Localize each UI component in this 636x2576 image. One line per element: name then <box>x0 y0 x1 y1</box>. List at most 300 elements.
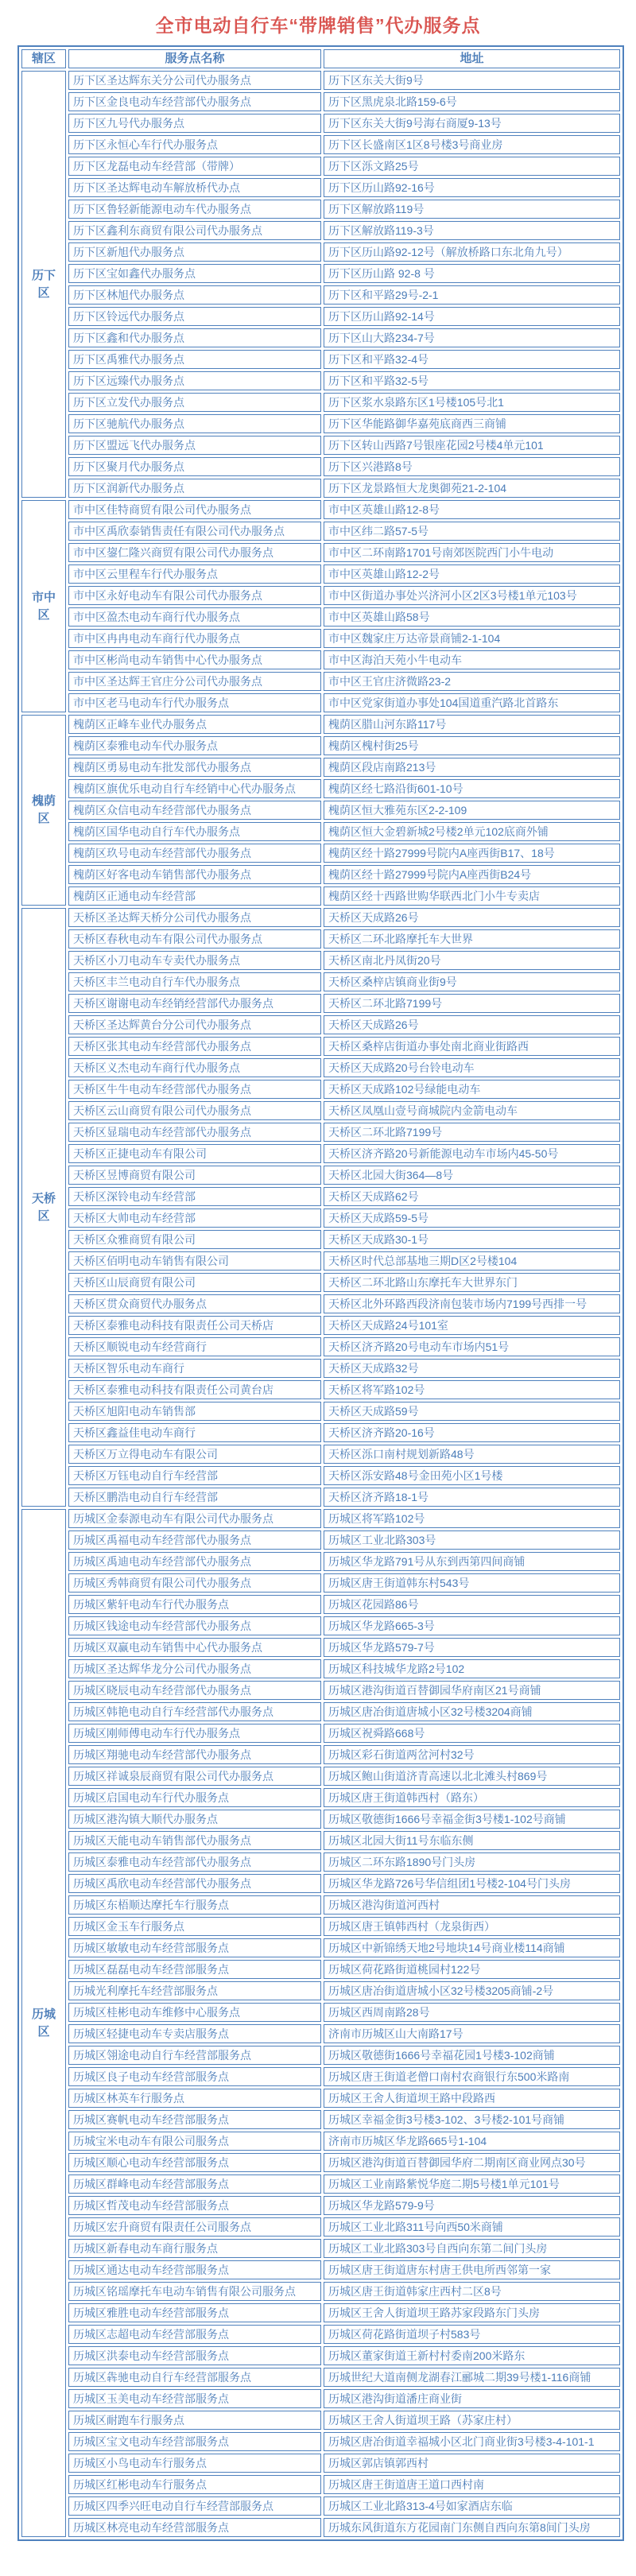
address-cell: 槐荫区经十西路世购华联西北门小牛专卖店 <box>324 886 620 906</box>
table-row <box>21 500 620 519</box>
address-cell: 历下区和平路32-5号 <box>324 371 620 390</box>
table-row <box>21 1573 620 1593</box>
service-name-cell: 历城区耐跑车行服务点 <box>68 2411 321 2430</box>
address-cell: 市中区街道办事处兴济河小区2区3号楼1单元103号 <box>324 586 620 605</box>
table-row <box>21 350 620 369</box>
table-row <box>21 2389 620 2408</box>
table-row <box>21 1080 620 1099</box>
address-cell: 天桥区时代总部基地三期D区2号楼104 <box>324 1251 620 1271</box>
address-cell: 历下区浆水泉路东区1号楼105号北1 <box>324 393 620 412</box>
table-row <box>21 114 620 133</box>
service-name-cell: 历下区龙磊电动车经营部（带牌） <box>68 157 321 176</box>
table-row <box>21 951 620 970</box>
table-row <box>21 2110 620 2129</box>
table-row <box>21 2368 620 2387</box>
table-row <box>21 844 620 863</box>
address-cell: 天桥区天成路26号 <box>324 1015 620 1034</box>
service-name-cell: 槐荫区好客电动车销售部代办服务点 <box>68 865 321 884</box>
address-cell: 历城区工业北路313-4号如家酒店东临 <box>324 2496 620 2516</box>
service-name-cell: 历城区翎途电动自行车经营部服务点 <box>68 2046 321 2065</box>
service-name-cell: 天桥区山辰商贸有限公司 <box>68 1273 321 1292</box>
address-cell: 历城区将军路102号 <box>324 1509 620 1528</box>
service-name-cell: 历城区港沟镇大顺代办服务点 <box>68 1810 321 1829</box>
service-name-cell: 市中区禹欣泰销售责任有限公司代办服务点 <box>68 522 321 541</box>
address-cell: 历城区唐冶街道唐城小区32号楼3204商铺 <box>324 1702 620 1721</box>
service-name-cell: 历城区林亮电动车经营部服务点 <box>68 2518 321 2537</box>
service-name-cell: 历城宝米电动车有限公司服务点 <box>68 2132 321 2151</box>
service-points-table-wrapper <box>17 45 624 2541</box>
service-name-cell: 市中区佳特商贸有限公司代办服务点 <box>68 500 321 519</box>
service-name-cell: 天桥区大帅电动车经营部 <box>68 1208 321 1228</box>
address-cell: 天桥区泺安路48号金田苑小区1号楼 <box>324 1466 620 1485</box>
table-row <box>21 1101 620 1120</box>
address-cell: 历城区唐王街道韩西村（路东） <box>324 1788 620 1807</box>
service-name-cell: 历下区驰航代办服务点 <box>68 414 321 433</box>
service-name-cell: 天桥区牛牛电动车经营部代办服务点 <box>68 1080 321 1099</box>
service-name-cell: 天桥区鑫益佳电动车商行 <box>68 1423 321 1442</box>
table-row <box>21 1037 620 1056</box>
service-name-cell: 槐荫区正峰车业代办服务点 <box>68 715 321 734</box>
table-row <box>21 522 620 541</box>
service-name-cell: 历城区铭瑶摩托车电动车销售有限公司服务点 <box>68 2282 321 2301</box>
address-cell: 历城世纪大道南侧龙湖春江郦城二期39号楼1-116商铺 <box>324 2368 620 2387</box>
service-name-cell: 天桥区泰雅电动科技有限责任公司黄台店 <box>68 1380 321 1399</box>
table-row <box>21 629 620 648</box>
table-body <box>21 71 620 2537</box>
table-row <box>21 2003 620 2022</box>
column-header-district: 辖区 <box>21 49 66 68</box>
table-row <box>21 886 620 906</box>
address-cell: 天桥区凤凰山壹号商城院内金箭电动车 <box>324 1101 620 1120</box>
address-cell: 天桥区济齐路18-1号 <box>324 1488 620 1507</box>
address-cell: 历城区唐王镇韩西村（龙泉街西） <box>324 1917 620 1936</box>
address-cell: 天桥区济齐路20号电动车市场内51号 <box>324 1337 620 1356</box>
address-cell: 槐荫区恒大雅苑东区2-2-109 <box>324 801 620 820</box>
table-row <box>21 1810 620 1829</box>
address-cell: 历下区解放路119号 <box>324 200 620 219</box>
service-name-cell: 历下区圣达辉电动车解放桥代办点 <box>68 178 321 197</box>
table-row <box>21 135 620 154</box>
table-row <box>21 2217 620 2237</box>
service-name-cell: 历城区钱途电动车经营部代办服务点 <box>68 1616 321 1635</box>
address-cell: 天桥区天成路102号绿能电动车 <box>324 1080 620 1099</box>
service-name-cell: 天桥区众雅商贸有限公司 <box>68 1230 321 1249</box>
table-row <box>21 1144 620 1163</box>
table-row <box>21 2024 620 2043</box>
address-cell: 济南市历城区山大南路17号 <box>324 2024 620 2043</box>
address-cell: 天桥区桑梓店街道办事处南北商业街路西 <box>324 1037 620 1056</box>
table-row <box>21 414 620 433</box>
address-cell: 历下区兴港路8号 <box>324 457 620 476</box>
district-cell: 历城区 <box>21 1509 66 2537</box>
table-row <box>21 1831 620 1850</box>
service-name-cell: 天桥区正捷电动车有限公司 <box>68 1144 321 1163</box>
service-name-cell: 历城区双赢电动车销售中心代办服务点 <box>68 1638 321 1657</box>
service-name-cell: 历城区韩艳电动自行车经营部代办服务点 <box>68 1702 321 1721</box>
table-row <box>21 1337 620 1356</box>
table-row <box>21 1166 620 1185</box>
table-row <box>21 1187 620 1206</box>
address-cell: 市中区二环南路1701号南郊医院西门小牛电动 <box>324 543 620 562</box>
district-cell: 市中区 <box>21 500 66 712</box>
address-cell: 天桥区天成路30-1号 <box>324 1230 620 1249</box>
address-cell: 历下区华能路御华嘉苑底商西三商铺 <box>324 414 620 433</box>
service-name-cell: 市中区永好电动车有限公司代办服务点 <box>68 586 321 605</box>
district-cell: 历下区 <box>21 71 66 498</box>
address-cell: 市中区纬二路57-5号 <box>324 522 620 541</box>
address-cell: 槐荫区段店南路213号 <box>324 758 620 777</box>
table-row <box>21 1316 620 1335</box>
address-cell: 历城区幸福金街3号楼3-102、3号楼2-101号商铺 <box>324 2110 620 2129</box>
address-cell: 历城区北园大街11号东临东侧 <box>324 1831 620 1850</box>
address-cell: 天桥区二环北路7199号 <box>324 994 620 1013</box>
address-cell: 历城区华龙路726号华信组团1号楼2-104号门头房 <box>324 1874 620 1893</box>
service-name-cell: 历城区金泰源电动车有限公司代办服务点 <box>68 1509 321 1528</box>
address-cell: 历城区华龙路579-7号 <box>324 1638 620 1657</box>
service-name-cell: 市中区鋆仁隆兴商贸有限公司代办服务点 <box>68 543 321 562</box>
address-cell: 历城东风街道东方花园南门东侧自西向东第8间门头房 <box>324 2518 620 2537</box>
address-cell: 历城区港沟街道百替御园华府南区21号商铺 <box>324 1681 620 1700</box>
service-name-cell: 市中区圣达辉王官庄分公司代办服务点 <box>68 672 321 691</box>
table-row <box>21 479 620 498</box>
address-cell: 槐荫区经七路沿街601-10号 <box>324 779 620 798</box>
address-cell: 天桥区天成路24号101室 <box>324 1316 620 1335</box>
address-cell: 天桥区将军路102号 <box>324 1380 620 1399</box>
table-row <box>21 2432 620 2451</box>
address-cell: 历下区历山路92-14号 <box>324 307 620 326</box>
service-name-cell: 历城区玉美电动车经营部服务点 <box>68 2389 321 2408</box>
service-name-cell: 历下区禹雅代办服务点 <box>68 350 321 369</box>
service-name-cell: 历城区犇驰电动自行车经营部服务点 <box>68 2368 321 2387</box>
address-cell: 历城区唐冶街道唐城小区32号楼3205商铺-2号 <box>324 1981 620 2000</box>
table-row <box>21 1917 620 1936</box>
address-cell: 市中区海泊天苑小牛电动车 <box>324 650 620 669</box>
address-cell: 历城区鲍山街道济青高速以北北滩头村869号 <box>324 1767 620 1786</box>
table-row <box>21 1359 620 1378</box>
service-name-cell: 历下区润新代办服务点 <box>68 479 321 498</box>
service-name-cell: 历城区祥诚泉辰商贸有限公司代办服务点 <box>68 1767 321 1786</box>
service-name-cell: 历下区宝如鑫代办服务点 <box>68 264 321 283</box>
table-row <box>21 693 620 712</box>
table-row <box>21 1960 620 1979</box>
address-cell: 市中区王官庄济微路23-2 <box>324 672 620 691</box>
table-row <box>21 1745 620 1764</box>
service-name-cell: 天桥区圣达辉天桥分公司代办服务点 <box>68 908 321 927</box>
table-row <box>21 371 620 390</box>
service-name-cell: 历下区聚月代办服务点 <box>68 457 321 476</box>
address-cell: 历城区敬德街1666号幸福金街3号楼1-102号商铺 <box>324 1810 620 1829</box>
table-row <box>21 1294 620 1313</box>
address-cell: 市中区魏家庄万达帝景商铺2-1-104 <box>324 629 620 648</box>
address-cell: 历城区唐王街道唐王道口西村南 <box>324 2475 620 2494</box>
service-name-cell: 历城区小鸟电动车行服务点 <box>68 2454 321 2473</box>
table-row <box>21 1552 620 1571</box>
service-name-cell: 历下区远臻代办服务点 <box>68 371 321 390</box>
table-row <box>21 1638 620 1657</box>
table-row <box>21 264 620 283</box>
table-row <box>21 1659 620 1678</box>
address-cell: 市中区英雄山路58号 <box>324 607 620 627</box>
table-row <box>21 92 620 111</box>
table-row <box>21 2046 620 2065</box>
table-row <box>21 758 620 777</box>
table-row <box>21 1530 620 1550</box>
address-cell: 历城区郭店镇郭西村 <box>324 2454 620 2473</box>
table-row <box>21 715 620 734</box>
address-cell: 历城区港沟街道潘庄商业街 <box>324 2389 620 2408</box>
address-cell: 天桥区天成路32号 <box>324 1359 620 1378</box>
service-name-cell: 历城区四季兴旺电动自行车经营部服务点 <box>68 2496 321 2516</box>
address-cell: 历下区泺文路25号 <box>324 157 620 176</box>
address-cell: 槐荫区槐村街25号 <box>324 736 620 755</box>
table-row <box>21 157 620 176</box>
service-name-cell: 天桥区显瑞电动车经营部代办服务点 <box>68 1123 321 1142</box>
service-name-cell: 天桥区云山商贸有限公司代办服务点 <box>68 1101 321 1120</box>
table-row <box>21 2196 620 2215</box>
column-header-address: 地址 <box>324 49 620 68</box>
address-cell: 天桥区天成路59-5号 <box>324 1208 620 1228</box>
address-cell: 历城区科技城华龙路2号102 <box>324 1659 620 1678</box>
address-cell: 市中区英雄山路12-2号 <box>324 564 620 584</box>
address-cell: 天桥区天成路62号 <box>324 1187 620 1206</box>
service-name-cell: 天桥区深铃电动车经营部 <box>68 1187 321 1206</box>
address-cell: 历城区港沟街道百替御园华府二期南区商业网点30号 <box>324 2153 620 2172</box>
service-name-cell: 历城区林英车行服务点 <box>68 2089 321 2108</box>
table-row <box>21 1466 620 1485</box>
table-row <box>21 1724 620 1743</box>
table-row <box>21 607 620 627</box>
table-row <box>21 2153 620 2172</box>
service-name-cell: 历下区新旭代办服务点 <box>68 242 321 262</box>
address-cell: 天桥区二环北路山东摩托车大世界东门 <box>324 1273 620 1292</box>
table-row <box>21 221 620 240</box>
address-cell: 历下区黑虎泉北路159-6号 <box>324 92 620 111</box>
service-name-cell: 天桥区小刀电动车专卖代办服务点 <box>68 951 321 970</box>
table-row <box>21 2518 620 2537</box>
address-cell: 历城区工业北路303号自西向东第二间门头房 <box>324 2239 620 2258</box>
table-row <box>21 1616 620 1635</box>
address-cell: 历下区历山路 92-8 号 <box>324 264 620 283</box>
address-cell: 天桥区二环北路7199号 <box>324 1123 620 1142</box>
table-row <box>21 1123 620 1142</box>
address-cell: 槐荫区经十路27999号院内A座西街B24号 <box>324 865 620 884</box>
table-row <box>21 1509 620 1528</box>
table-row <box>21 328 620 347</box>
address-cell: 历下区东关大街9号海右商厦9-13号 <box>324 114 620 133</box>
service-name-cell: 历下区圣达辉东关分公司代办服务点 <box>68 71 321 90</box>
service-name-cell: 历城区赛帆电动车经营部服务点 <box>68 2110 321 2129</box>
service-name-cell: 历城区志超电动车经营部服务点 <box>68 2325 321 2344</box>
service-name-cell: 天桥区泰雅电动科技有限责任公司天桥店 <box>68 1316 321 1335</box>
service-name-cell: 天桥区鹏浩电动自行车经营部 <box>68 1488 321 1507</box>
address-cell: 天桥区北园大街364—8号 <box>324 1166 620 1185</box>
service-name-cell: 槐荫区勇易电动车批发部代办服务点 <box>68 758 321 777</box>
service-name-cell: 历城区顺心电动车经营部服务点 <box>68 2153 321 2172</box>
service-name-cell: 槐荫区正通电动车经营部 <box>68 886 321 906</box>
address-cell: 天桥区南北丹凤街20号 <box>324 951 620 970</box>
address-cell: 历城区港沟街道河西村 <box>324 1895 620 1915</box>
table-row <box>21 543 620 562</box>
table-row <box>21 436 620 455</box>
table-row <box>21 2132 620 2151</box>
address-cell: 历城区王舍人街道坝王路苏家段路东门头房 <box>324 2303 620 2322</box>
address-cell: 槐荫区恒大金碧新城2号楼2单元102底商外铺 <box>324 822 620 841</box>
table-row <box>21 1273 620 1292</box>
service-name-cell: 历城区宏升商贸有限责任公司服务点 <box>68 2217 321 2237</box>
service-name-cell: 历城区新春电动车商行服务点 <box>68 2239 321 2258</box>
table-row <box>21 1938 620 1957</box>
service-name-cell: 天桥区佰明电动车销售有限公司 <box>68 1251 321 1271</box>
table-row <box>21 1423 620 1442</box>
service-name-cell: 槐荫区玖号电动车经营部代办服务点 <box>68 844 321 863</box>
table-row <box>21 650 620 669</box>
address-cell: 历城区祝舜路668号 <box>324 1724 620 1743</box>
table-row <box>21 822 620 841</box>
address-cell: 历下区历山路92-12号（解放桥路口东北角九号） <box>324 242 620 262</box>
service-name-cell: 历下区金良电动车经营部代办服务点 <box>68 92 321 111</box>
service-name-cell: 天桥区张其电动车经营部代办服务点 <box>68 1037 321 1056</box>
service-name-cell: 历城区磊磊电动车经营部服务点 <box>68 1960 321 1979</box>
service-name-cell: 历下区鑫利东商贸有限公司代办服务点 <box>68 221 321 240</box>
address-cell: 历城区华龙路791号从东到西第四间商铺 <box>324 1552 620 1571</box>
table-row <box>21 178 620 197</box>
table-row <box>21 457 620 476</box>
table-row <box>21 2089 620 2108</box>
table-row <box>21 1788 620 1807</box>
address-cell: 历城区唐王街道老僧口南村农商银行东500米路南 <box>324 2067 620 2086</box>
address-cell: 历下区历山路92-16号 <box>324 178 620 197</box>
service-name-cell: 历城区泰雅电动车经营部代办服务点 <box>68 1852 321 1872</box>
table-row <box>21 2174 620 2194</box>
service-name-cell: 天桥区旭阳电动车销售部 <box>68 1402 321 1421</box>
service-name-cell: 历城区天能电动车销售部代办服务点 <box>68 1831 321 1850</box>
table-row <box>21 1767 620 1786</box>
table-row <box>21 929 620 949</box>
service-name-cell: 历下区鑫和代办服务点 <box>68 328 321 347</box>
table-row <box>21 1402 620 1421</box>
address-cell: 历城区二环东路1890号门头房 <box>324 1852 620 1872</box>
service-name-cell: 历城区启国电动车行代办服务点 <box>68 1788 321 1807</box>
address-cell: 历城区王舍人街道坝王路中段路西 <box>324 2089 620 2108</box>
table-row <box>21 1874 620 1893</box>
service-name-cell: 历城区刚师傅电动车行代办服务点 <box>68 1724 321 1743</box>
service-name-cell: 历城区红彬电动车行服务点 <box>68 2475 321 2494</box>
table-row <box>21 1230 620 1249</box>
service-name-cell: 市中区云里程车行代办服务点 <box>68 564 321 584</box>
district-cell: 天桥区 <box>21 908 66 1507</box>
service-name-cell: 历城区轻捷电动车专卖店服务点 <box>68 2024 321 2043</box>
column-header-service-name: 服务点名称 <box>68 49 321 68</box>
table-row <box>21 1595 620 1614</box>
table-row <box>21 2067 620 2086</box>
address-cell: 市中区英雄山路12-8号 <box>324 500 620 519</box>
address-cell: 历下区转山西路7号银座花园2号楼4单元101 <box>324 436 620 455</box>
table-row <box>21 2454 620 2473</box>
service-name-cell: 天桥区义杰电动车商行代办服务点 <box>68 1058 321 1077</box>
district-cell: 槐荫区 <box>21 715 66 906</box>
service-name-cell: 历城区东梧顺达摩托车行服务点 <box>68 1895 321 1915</box>
table-row <box>21 200 620 219</box>
table-row <box>21 586 620 605</box>
service-name-cell: 天桥区春秋电动车有限公司代办服务点 <box>68 929 321 949</box>
table-row <box>21 2303 620 2322</box>
address-cell: 历城区王舍人街道坝王路（苏家庄村） <box>324 2411 620 2430</box>
service-name-cell: 历下区九号代办服务点 <box>68 114 321 133</box>
table-row <box>21 2282 620 2301</box>
table-row <box>21 672 620 691</box>
address-cell: 天桥区天成路20号台铃电动车 <box>324 1058 620 1077</box>
table-row <box>21 1015 620 1034</box>
table-row <box>21 1681 620 1700</box>
address-cell: 历下区山大路234-7号 <box>324 328 620 347</box>
table-row <box>21 1702 620 1721</box>
table-row <box>21 1208 620 1228</box>
table-row <box>21 1251 620 1271</box>
address-cell: 历下区龙景路恒大龙奥御苑21-2-104 <box>324 479 620 498</box>
address-cell: 历下区长盛南区1区8号楼3号商业房 <box>324 135 620 154</box>
service-name-cell: 历城区雅胜电动车经营部服务点 <box>68 2303 321 2322</box>
service-points-table <box>19 47 622 2539</box>
table-row <box>21 2239 620 2258</box>
service-name-cell: 市中区盈杰电动车商行代办服务点 <box>68 607 321 627</box>
service-name-cell: 历城区敏敏电动车经营部服务点 <box>68 1938 321 1957</box>
service-name-cell: 历城区圣达辉华龙分公司代办服务点 <box>68 1659 321 1678</box>
table-row <box>21 1895 620 1915</box>
service-name-cell: 天桥区谢谢电动车经销经营部代办服务点 <box>68 994 321 1013</box>
address-cell: 历下区和平路32-4号 <box>324 350 620 369</box>
service-name-cell: 市中区冉冉电动车商行代办服务点 <box>68 629 321 648</box>
service-name-cell: 历城区洪泰电动车经营部服务点 <box>68 2346 321 2365</box>
address-cell: 天桥区泺口南村规划新路48号 <box>324 1445 620 1464</box>
table-row <box>21 1445 620 1464</box>
service-name-cell: 历城区晓辰电动车经营部代办服务点 <box>68 1681 321 1700</box>
address-cell: 槐荫区腊山河东路117号 <box>324 715 620 734</box>
table-row <box>21 2346 620 2365</box>
table-row <box>21 1852 620 1872</box>
address-cell: 天桥区天成路26号 <box>324 908 620 927</box>
table-row <box>21 1380 620 1399</box>
service-name-cell: 历城区翔驰电动车经营部代办服务点 <box>68 1745 321 1764</box>
address-cell: 历城区中新锦绣天地2号地块14号商业楼114商铺 <box>324 1938 620 1957</box>
address-cell: 市中区党家街道办事处104国道重汽路北首路东 <box>324 693 620 712</box>
service-name-cell: 历城区宝文电动车经营部服务点 <box>68 2432 321 2451</box>
service-name-cell: 历城区通达电动车经营部服务点 <box>68 2260 321 2279</box>
service-name-cell: 历下区永恒心车行代办服务点 <box>68 135 321 154</box>
address-cell: 济南市历城区华龙路665号1-104 <box>324 2132 620 2151</box>
header-row <box>21 49 620 68</box>
address-cell: 历城区唐王街道韩东村543号 <box>324 1573 620 1593</box>
service-name-cell: 槐荫区旗优乐电动自行车经销中心代办服务点 <box>68 779 321 798</box>
service-name-cell: 天桥区圣达辉黄台分公司代办服务点 <box>68 1015 321 1034</box>
table-row <box>21 1488 620 1507</box>
service-name-cell: 历城区紫轩电动车行代办服务点 <box>68 1595 321 1614</box>
table-row <box>21 779 620 798</box>
service-name-cell: 历城区禹迪电动车经营部代办服务点 <box>68 1552 321 1571</box>
service-name-cell: 历下区鲁轻新能源电动车代办服务点 <box>68 200 321 219</box>
address-cell: 历城区董家街道王新村村委南200米路东 <box>324 2346 620 2365</box>
address-cell: 历城区彩石街道两岔河村32号 <box>324 1745 620 1764</box>
table-row <box>21 2475 620 2494</box>
service-name-cell: 天桥区智乐电动车商行 <box>68 1359 321 1378</box>
service-name-cell: 天桥区昱博商贸有限公司 <box>68 1166 321 1185</box>
service-name-cell: 市中区老马电动车行代办服务点 <box>68 693 321 712</box>
service-name-cell: 历下区盟远飞代办服务点 <box>68 436 321 455</box>
table-row <box>21 242 620 262</box>
address-cell: 历城区工业北路311号向西50米商铺 <box>324 2217 620 2237</box>
table-row <box>21 1981 620 2000</box>
service-name-cell: 天桥区贯众商贸代办服务点 <box>68 1294 321 1313</box>
address-cell: 历城区华龙路665-3号 <box>324 1616 620 1635</box>
